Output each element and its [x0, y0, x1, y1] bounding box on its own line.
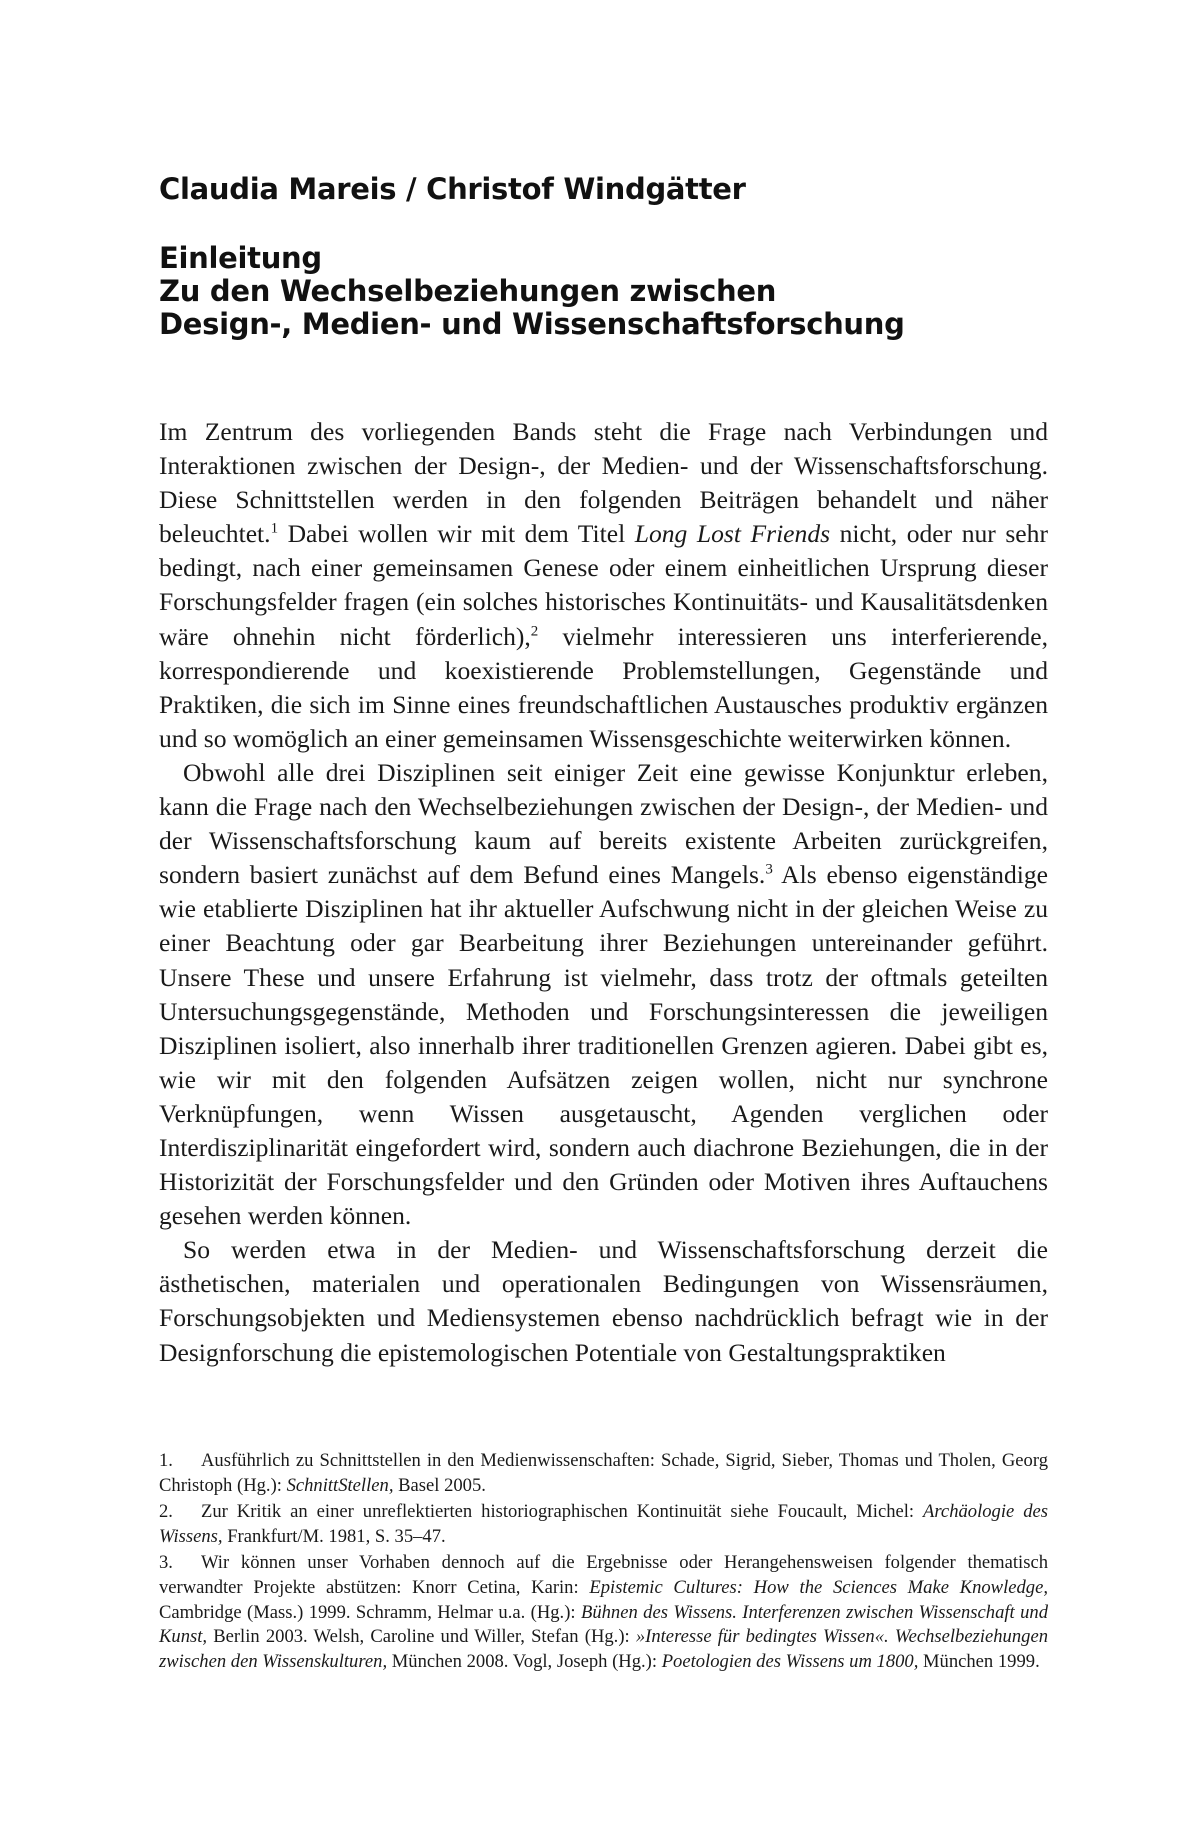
footnote-ref-1[interactable]: 1	[270, 520, 279, 537]
italic-title: Poetologien des Wissens um 1800,	[661, 1650, 919, 1672]
title-line: Zu den Wechselbeziehungen zwischen	[159, 274, 777, 308]
text-run: Dabei wollen wir mit dem Titel	[278, 519, 635, 549]
paragraph-1	[159, 415, 1048, 756]
text-run: München 2008. Vogl, Joseph (Hg.):	[387, 1650, 662, 1672]
italic-title: »Interesse für bedingtes Wissen«. Wechselbeziehungen zwischen den Wissenskulturen,	[159, 1626, 1048, 1672]
chapter-title	[159, 242, 905, 341]
text-run: Berlin 2003. Welsh, Caroline und Willer, Stefan (Hg.):	[207, 1626, 636, 1648]
title-line: Design-, Medien- und Wissenschaftsforschung	[159, 307, 905, 341]
text-run: München 1999.	[918, 1650, 1040, 1672]
footnotes	[159, 1449, 1048, 1676]
text-run: Obwohl alle drei Disziplinen seit einiger Zeit eine gewisse Konjunktur erleben, kann die Frage nach den Wechselbeziehungen zwischen der Design-, der Medien- und der Wissenschaftsforschung kaum auf bereits existente Arbeiten zurückgreifen, sondern basiert zunächst auf dem Befund eines Mangels.	[159, 757, 1048, 890]
text-run: Ausführlich zu Schnittstellen in den Medienwissenschaften: Schade, Sigrid, Sieber, Thomas und Tholen, Georg Christoph (Hg.):	[159, 1450, 1048, 1496]
text-run: Zur Kritik an einer unreflektierten historiographischen Kontinuität siehe Foucault, Michel:	[201, 1501, 924, 1523]
paragraph-3: So werden etwa in der Medien- und Wissenschaftsforschung derzeit die ästhetischen, materialen und operationalen Bedingungen von Wissensräumen, Forschungsobjekten und Mediensystemen ebenso nachdrücklich befragt wie in der Designforschung die epistemologischen Potentiale von Gestaltungspraktiken	[159, 1235, 1048, 1367]
footnote-ref-3[interactable]: 3	[765, 861, 773, 878]
footnote-3	[159, 1551, 1048, 1674]
body-text	[159, 415, 1048, 1370]
title-line: Einleitung	[159, 241, 322, 275]
footnote-number: 3.	[159, 1552, 173, 1574]
italic-title: Epistemic Cultures: How the Sciences Make Knowledge,	[589, 1576, 1048, 1598]
footnote-number: 1.	[159, 1450, 173, 1471]
text-run: Wir können unser Vorhaben dennoch auf die Ergebnisse oder Herangehensweisen folgender thematisch verwandter Projekte abstützen: Knorr Cetina, Karin:	[159, 1552, 1048, 1598]
footnote-number: 2.	[159, 1501, 173, 1523]
text-run: nicht, oder nur sehr bedingt, nach einer gemeinsamen Genese oder einem einheitlichen Ursprung dieser Forschungsfelder fragen (ein solches historisches Kontinuitäts- und Kausalitätsdenken wäre ohnehin nicht förderlich),	[159, 519, 1048, 651]
italic-title: Bühnen des Wissens. Interferenzen zwischen Wissenschaft und Kunst,	[159, 1601, 1049, 1648]
book-title: Long Lost Friends	[634, 519, 831, 549]
text-run: Im Zentrum des vorliegenden Bands steht die Frage nach Verbindungen und Interaktionen zwischen der Design-, der Medien- und der Wissenschaftsforschung. Diese Schnittstellen werden in den folgenden Beiträgen behandelt und näher beleuchtet.	[159, 417, 1048, 549]
text-run: Cambridge (Mass.) 1999. Schramm, Helmar u.a. (Hg.):	[159, 1601, 581, 1623]
footnote-ref-2[interactable]: 2	[530, 623, 539, 640]
text-run: Frankfurt/M. 1981, S. 35–47.	[222, 1525, 446, 1547]
italic-title: SchnittStellen,	[286, 1474, 394, 1496]
text-run: Basel 2005.	[393, 1474, 486, 1496]
text-run: Als ebenso eigenständige wie etablierte Disziplinen hat ihr aktueller Aufschwung nicht in der gleichen Weise zu einer Beachtung oder gar Bearbeitung ihrer Beziehungen untereinander geführt. Unsere These und unsere Erfahrung ist vielmehr, dass trotz der oftmals geteilten Untersuchungsgegenstände, Methoden und Forschungsinteressen die jeweiligen Disziplinen isoliert, also innerhalb ihrer traditionellen Grenzen agieren. Dabei gibt es, wie wir mit den folgenden Aufsätzen zeigen wollen, nicht nur synchrone Verknüpfungen, wenn Wissen ausgetauscht, Agenden verglichen oder Interdisziplinarität eingefordert wird, sondern auch diachrone Beziehungen, die in der Historizität der Forschungsfelder und den Gründen oder Motiven ihres Auftauchens gesehen werden können.	[159, 860, 1049, 1231]
paragraph-2	[159, 756, 1048, 1233]
author-names: Claudia Mareis / Christof Windgätter	[159, 172, 746, 206]
footnote-1	[159, 1449, 1048, 1498]
text-run: vielmehr interessieren uns interferierende, korrespondierende und koexistierende Problemstellungen, Gegenstände und Praktiken, die sich im Sinne eines freundschaftlichen Austausches produktiv ergänzen und so womöglich an einer gemeinsamen Wissensgeschichte weiterwirken können.	[159, 621, 1048, 753]
italic-title: Archäologie des Wissens,	[159, 1501, 1048, 1547]
footnote-2	[159, 1500, 1048, 1549]
